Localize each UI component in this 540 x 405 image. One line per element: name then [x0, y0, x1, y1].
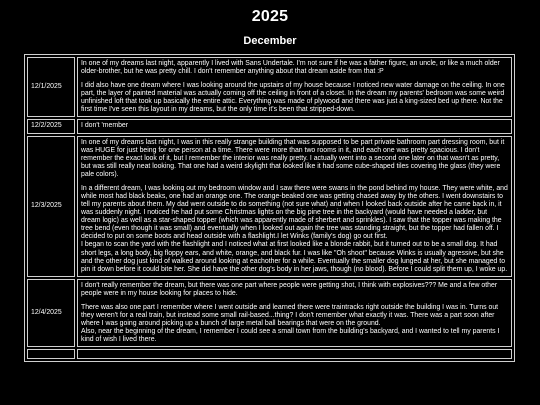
- entry-text: [77, 136, 512, 277]
- entry-date: 12/1/2025: [27, 57, 75, 117]
- table-row: [27, 119, 512, 133]
- entry-date: 12/4/2025: [27, 279, 75, 348]
- table-row: [27, 57, 512, 117]
- entry-date: 12/2/2025: [27, 119, 75, 133]
- entry-paragraph: I don't 'member: [81, 122, 129, 130]
- entry-text: [77, 349, 512, 359]
- table-row: [27, 349, 512, 359]
- entry-paragraph: I don't really remember the dream, but there was one part where people were getting shot, I think with explosives??? Me and a few other people were in my house looking for places to hide.: [81, 281, 498, 297]
- year-heading: 2025: [251, 8, 289, 25]
- month-heading: December: [243, 35, 297, 47]
- table-row: [27, 136, 512, 277]
- entry-text: [77, 119, 512, 133]
- table-row: [27, 279, 512, 348]
- entry-paragraph: In one of my dreams last night, apparently I lived with Sans Undertale. I'm not sure if he was a father figure, an uncle, or like a much older older-brother, but he was pretty chill. I don't remember anything about that dream aside from that :P: [81, 60, 500, 76]
- entry-text: [77, 279, 512, 348]
- entry-paragraph: In a different dream, I was looking out my bedroom window and I saw there were swans in the pond behind my house. They were white, and while most had black beaks, one had an orange one. The orange-beaked one was getting chased away by the others. I went downstairs to tell my parents about them. My dad went outside to do something (not sure what) and when I looked back outside after he came back in, it was suddenly night. I noticed he had put some Christmas lights on the big pine tree in the backyard (would have needed a ladder, but dream logic) as well as a star-shaped topper (which was apparently made of sherbert and sprinkles). I saw that the topper was making the tree bend (even though it was small) and eventually when I looked out again the tree was standing straight, but the topper had fallen off. I decided to put on some boots and head outside with a flashlight.I let Winks (family's dog) go out first. I began to scan the yard with the flashlight and I noticed what at first looked like a blonde rabbit, but it turned out to be a small dog. It had short legs, a long body, big floppy ears, and white, orange, and black fur. I was like "Oh shoot" because Winks is usually agressive, but she and the other dog just kind of walked around looking at eachother for a while. Eventually the smaller dog lunged at her, but she managed to pin it down before it could bite her. She did have the other dog's body in her jaws, though (no blood). Before I could split them up, I woke up.: [81, 184, 508, 273]
- entry-text: [77, 57, 512, 117]
- entry-paragraph: There was also one part I remember where I went outside and learned there were traintracks right outside the building I was in. Turns out they weren't for a real train, but instead some small rail-based...thing? I don't remember what exactly it was. There was a part soon after where I was going around picking up a bunch of large metal ball bearings that were on the ground. Also, near the beginning of the dream, I remember I could see a small town from the building's backyard, and I wanted to tell my parents I kind of wish I lived there.: [81, 303, 500, 344]
- dream-journal-table-container: [24, 54, 515, 362]
- entry-date: [27, 349, 75, 359]
- entry-paragraph: I did also have one dream where I was looking around the upstairs of my house because I noticed new water damage on the ceiling. In one part, the layer of painted material was actually coming off the ceiling in front of a closet. In the dream my parents' bedroom was some weird unfinished loft that took up basically the entire attic. Everything was made of plywood and there was just a king-sized bed up there. Not the first time I've seen this layout in my dreams, but the only time it's been that stripped-down.: [81, 82, 505, 114]
- entry-date: 12/3/2025: [27, 136, 75, 277]
- entry-paragraph: In one of my dreams last night, I was in this really strange building that was supposed to be part private bathroom part dressing room, but it was HUGE for just being for one person at a time. There were more than two rooms in it, and each one was pretty spacious. I don't remember the exact look of it, but I remember the interior was really pretty. I actually went into a second one later on that wasn't as pretty, but was still really neat looking. That one had a weird skylight that looked like it had some cube-shaped tiles covering the glass (they were pale colors).: [81, 138, 505, 178]
- dream-journal-table: [24, 54, 515, 362]
